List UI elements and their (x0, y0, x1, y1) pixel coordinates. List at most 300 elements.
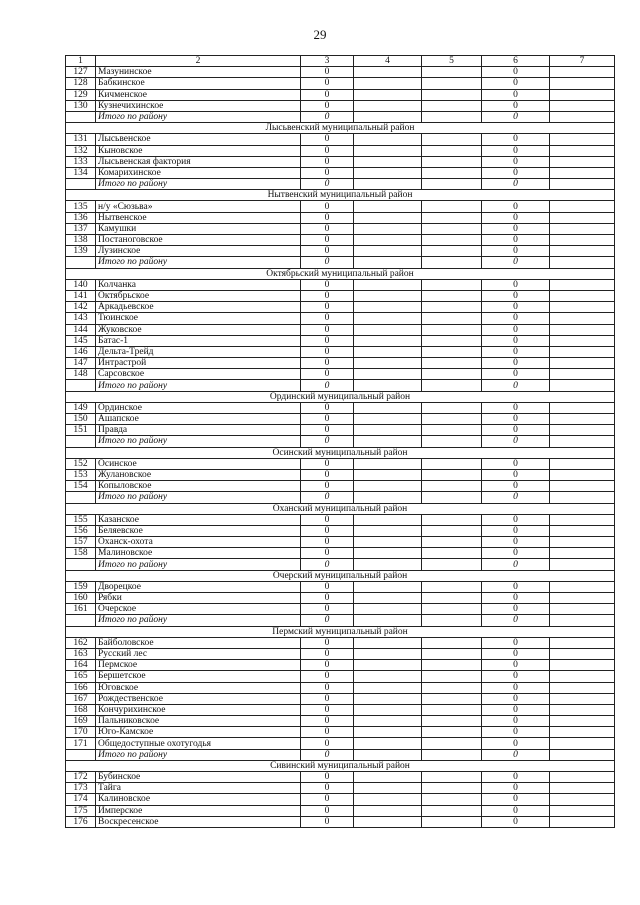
col6-value: 0 (482, 816, 550, 827)
col5-value (422, 436, 482, 447)
col5-value (422, 324, 482, 335)
col7-value (550, 436, 615, 447)
col4-value (354, 704, 422, 715)
ground-name: Копыловское (96, 481, 301, 492)
ground-name: Октябрьское (96, 290, 301, 301)
subtotal-row (66, 615, 615, 626)
col5-value (422, 816, 482, 827)
row-number: 159 (66, 581, 96, 592)
col7-value (550, 514, 615, 525)
table-row (66, 369, 615, 380)
ground-name: Байболовское (96, 637, 301, 648)
col5-value (422, 727, 482, 738)
col3-value: 0 (301, 100, 354, 111)
col7-value (550, 67, 615, 78)
col3-value: 0 (301, 89, 354, 100)
subtotal-label: Итого по району (96, 436, 301, 447)
col5-value (422, 313, 482, 324)
col4-value (354, 481, 422, 492)
col5-value (422, 593, 482, 604)
ground-name: Юго-Камское (96, 727, 301, 738)
subtotal-col6: 0 (482, 436, 550, 447)
col3-value: 0 (301, 324, 354, 335)
col4-value (354, 279, 422, 290)
table-row (66, 704, 615, 715)
ground-name: Жуковское (96, 324, 301, 335)
col4-value (354, 660, 422, 671)
subtotal-row (66, 749, 615, 760)
col5-value (422, 805, 482, 816)
col7-value (550, 716, 615, 727)
col4-value (354, 302, 422, 313)
col7-value (550, 537, 615, 548)
subtotal-col3: 0 (301, 749, 354, 760)
col5-value (422, 380, 482, 391)
col4-value (354, 492, 422, 503)
col7-value (550, 693, 615, 704)
district-section-row (66, 503, 615, 514)
col7-value (550, 637, 615, 648)
col4-value (354, 805, 422, 816)
row-number (66, 380, 96, 391)
col4-value (354, 246, 422, 257)
col5-value (422, 290, 482, 301)
col4-value (354, 324, 422, 335)
col3-value: 0 (301, 458, 354, 469)
district-section-row (66, 447, 615, 458)
col5-value (422, 716, 482, 727)
col3-value: 0 (301, 593, 354, 604)
ground-name: Осинское (96, 458, 301, 469)
col3-value: 0 (301, 167, 354, 178)
col5-value (422, 100, 482, 111)
col6-value: 0 (482, 682, 550, 693)
col4-value (354, 290, 422, 301)
col6-value: 0 (482, 414, 550, 425)
col3-value: 0 (301, 525, 354, 536)
subtotal-col3: 0 (301, 559, 354, 570)
col3-value: 0 (301, 671, 354, 682)
col7-value (550, 290, 615, 301)
row-number: 163 (66, 648, 96, 659)
row-number: 166 (66, 682, 96, 693)
row-number: 133 (66, 156, 96, 167)
ground-name: Кыновское (96, 145, 301, 156)
row-number (66, 492, 96, 503)
subtotal-label: Итого по району (96, 559, 301, 570)
row-number: 130 (66, 100, 96, 111)
col7-value (550, 145, 615, 156)
table-row (66, 481, 615, 492)
row-number: 139 (66, 246, 96, 257)
col4-value (354, 615, 422, 626)
column-header: 4 (354, 56, 422, 67)
col4-value (354, 145, 422, 156)
table-row (66, 100, 615, 111)
ground-name: Рябки (96, 593, 301, 604)
ground-name: Батас-1 (96, 335, 301, 346)
subtotal-label: Итого по району (96, 111, 301, 122)
col6-value: 0 (482, 358, 550, 369)
col6-value: 0 (482, 660, 550, 671)
col5-value (422, 145, 482, 156)
subtotal-label: Итого по району (96, 749, 301, 760)
subtotal-col6: 0 (482, 615, 550, 626)
col6-value: 0 (482, 772, 550, 783)
col7-value (550, 246, 615, 257)
col4-value (354, 335, 422, 346)
subtotal-col6: 0 (482, 111, 550, 122)
col5-value (422, 671, 482, 682)
col6-value: 0 (482, 279, 550, 290)
ground-name: Лузинское (96, 246, 301, 257)
col3-value: 0 (301, 693, 354, 704)
col6-value: 0 (482, 302, 550, 313)
col4-value (354, 425, 422, 436)
ground-name: Ашапское (96, 414, 301, 425)
col5-value (422, 235, 482, 246)
table-row (66, 212, 615, 223)
col7-value (550, 458, 615, 469)
col3-value: 0 (301, 727, 354, 738)
subtotal-label: Итого по району (96, 179, 301, 190)
col4-value (354, 749, 422, 760)
col4-value (354, 179, 422, 190)
column-header: 1 (66, 56, 96, 67)
subtotal-label: Итого по району (96, 492, 301, 503)
subtotal-row (66, 436, 615, 447)
row-number: 132 (66, 145, 96, 156)
column-header: 3 (301, 56, 354, 67)
col4-value (354, 134, 422, 145)
col5-value (422, 458, 482, 469)
col7-value (550, 179, 615, 190)
table-row (66, 201, 615, 212)
col4-value (354, 78, 422, 89)
col3-value: 0 (301, 414, 354, 425)
row-number: 156 (66, 525, 96, 536)
col5-value (422, 794, 482, 805)
row-number: 152 (66, 458, 96, 469)
col6-value: 0 (482, 335, 550, 346)
row-number: 141 (66, 290, 96, 301)
col6-value: 0 (482, 783, 550, 794)
row-number: 172 (66, 772, 96, 783)
ground-name: Сарсовское (96, 369, 301, 380)
table-row (66, 469, 615, 480)
column-header: 7 (550, 56, 615, 67)
table-row (66, 727, 615, 738)
col7-value (550, 525, 615, 536)
table-row (66, 279, 615, 290)
table-row (66, 335, 615, 346)
ground-name: Воскресенское (96, 816, 301, 827)
col4-value (354, 167, 422, 178)
col5-value (422, 358, 482, 369)
col6-value: 0 (482, 805, 550, 816)
col5-value (422, 369, 482, 380)
col5-value (422, 492, 482, 503)
col4-value (354, 772, 422, 783)
ground-name: Имперское (96, 805, 301, 816)
column-header: 6 (482, 56, 550, 67)
ground-name: Колчанка (96, 279, 301, 290)
col7-value (550, 302, 615, 313)
ground-name: Калиновское (96, 794, 301, 805)
col6-value: 0 (482, 604, 550, 615)
col6-value: 0 (482, 727, 550, 738)
col4-value (354, 593, 422, 604)
col5-value (422, 223, 482, 234)
col5-value (422, 156, 482, 167)
col5-value (422, 111, 482, 122)
col3-value: 0 (301, 469, 354, 480)
col6-value: 0 (482, 794, 550, 805)
col7-value (550, 593, 615, 604)
col7-value (550, 738, 615, 749)
table-row (66, 223, 615, 234)
col6-value: 0 (482, 134, 550, 145)
col7-value (550, 772, 615, 783)
col3-value: 0 (301, 313, 354, 324)
col5-value (422, 615, 482, 626)
district-title: Лысьвенский муниципальный район (66, 123, 615, 134)
col6-value: 0 (482, 458, 550, 469)
ground-name: Жулановское (96, 469, 301, 480)
row-number: 169 (66, 716, 96, 727)
col3-value: 0 (301, 794, 354, 805)
table-row (66, 313, 615, 324)
col6-value: 0 (482, 671, 550, 682)
col4-value (354, 716, 422, 727)
ground-name: Постаноговское (96, 235, 301, 246)
district-section-row (66, 123, 615, 134)
col6-value: 0 (482, 290, 550, 301)
subtotal-col6: 0 (482, 492, 550, 503)
row-number: 143 (66, 313, 96, 324)
col4-value (354, 111, 422, 122)
subtotal-col6: 0 (482, 559, 550, 570)
col5-value (422, 67, 482, 78)
col7-value (550, 414, 615, 425)
ground-name: Тюинское (96, 313, 301, 324)
row-number: 134 (66, 167, 96, 178)
col3-value: 0 (301, 134, 354, 145)
col6-value: 0 (482, 369, 550, 380)
col6-value: 0 (482, 67, 550, 78)
subtotal-col6: 0 (482, 380, 550, 391)
col4-value (354, 458, 422, 469)
col6-value: 0 (482, 201, 550, 212)
subtotal-col3: 0 (301, 257, 354, 268)
table-row (66, 167, 615, 178)
table-row (66, 548, 615, 559)
col7-value (550, 749, 615, 760)
col7-value (550, 313, 615, 324)
district-section-row (66, 570, 615, 581)
col6-value: 0 (482, 223, 550, 234)
table-row (66, 660, 615, 671)
col7-value (550, 581, 615, 592)
col7-value (550, 134, 615, 145)
col4-value (354, 637, 422, 648)
subtotal-col3: 0 (301, 111, 354, 122)
row-number: 147 (66, 358, 96, 369)
col5-value (422, 335, 482, 346)
col5-value (422, 704, 482, 715)
col5-value (422, 346, 482, 357)
col4-value (354, 727, 422, 738)
ground-name: Кузнечихинское (96, 100, 301, 111)
row-number: 153 (66, 469, 96, 480)
ground-name: Аркадьевское (96, 302, 301, 313)
col3-value: 0 (301, 660, 354, 671)
ground-name: н/у «Сюзьва» (96, 201, 301, 212)
row-number: 158 (66, 548, 96, 559)
row-number (66, 179, 96, 190)
col7-value (550, 783, 615, 794)
col7-value (550, 257, 615, 268)
table-row (66, 89, 615, 100)
col5-value (422, 648, 482, 659)
ground-name: Мазунинское (96, 67, 301, 78)
district-title: Пермский муниципальный район (66, 626, 615, 637)
col6-value: 0 (482, 89, 550, 100)
col3-value: 0 (301, 738, 354, 749)
col5-value (422, 167, 482, 178)
col3-value: 0 (301, 212, 354, 223)
ground-name: Пальниковское (96, 716, 301, 727)
col7-value (550, 727, 615, 738)
col7-value (550, 492, 615, 503)
table-row (66, 78, 615, 89)
col6-value: 0 (482, 481, 550, 492)
col7-value (550, 346, 615, 357)
table-row (66, 671, 615, 682)
col4-value (354, 682, 422, 693)
row-number (66, 615, 96, 626)
col7-value (550, 212, 615, 223)
col5-value (422, 402, 482, 413)
row-number: 129 (66, 89, 96, 100)
col3-value: 0 (301, 246, 354, 257)
col7-value (550, 671, 615, 682)
col3-value: 0 (301, 604, 354, 615)
col4-value (354, 257, 422, 268)
col3-value: 0 (301, 581, 354, 592)
col6-value: 0 (482, 514, 550, 525)
subtotal-col3: 0 (301, 436, 354, 447)
col3-value: 0 (301, 223, 354, 234)
row-number: 140 (66, 279, 96, 290)
col6-value: 0 (482, 78, 550, 89)
col5-value (422, 548, 482, 559)
ground-name: Очерское (96, 604, 301, 615)
column-header: 2 (96, 56, 301, 67)
col3-value: 0 (301, 201, 354, 212)
district-title: Нытвенский муниципальный район (66, 190, 615, 201)
col5-value (422, 469, 482, 480)
district-title: Октябрьский муниципальный район (66, 268, 615, 279)
col4-value (354, 346, 422, 357)
col5-value (422, 246, 482, 257)
col5-value (422, 279, 482, 290)
row-number: 145 (66, 335, 96, 346)
col7-value (550, 335, 615, 346)
col5-value (422, 212, 482, 223)
table-row (66, 324, 615, 335)
ground-name: Бершетское (96, 671, 301, 682)
table-row (66, 145, 615, 156)
row-number: 175 (66, 805, 96, 816)
ground-name: Юговское (96, 682, 301, 693)
col5-value (422, 559, 482, 570)
col3-value: 0 (301, 78, 354, 89)
col3-value: 0 (301, 548, 354, 559)
row-number: 173 (66, 783, 96, 794)
col3-value: 0 (301, 290, 354, 301)
col6-value: 0 (482, 212, 550, 223)
table-row (66, 514, 615, 525)
table-row (66, 794, 615, 805)
ground-name: Ординское (96, 402, 301, 413)
row-number: 146 (66, 346, 96, 357)
col4-value (354, 559, 422, 570)
ground-name: Беляевское (96, 525, 301, 536)
col5-value (422, 201, 482, 212)
ground-name: Малиновское (96, 548, 301, 559)
hunting-grounds-table (65, 55, 615, 828)
col3-value: 0 (301, 369, 354, 380)
col7-value (550, 324, 615, 335)
subtotal-label: Итого по району (96, 380, 301, 391)
col3-value: 0 (301, 637, 354, 648)
subtotal-row (66, 257, 615, 268)
subtotal-row (66, 492, 615, 503)
col4-value (354, 89, 422, 100)
col4-value (354, 783, 422, 794)
row-number: 167 (66, 693, 96, 704)
row-number: 144 (66, 324, 96, 335)
col7-value (550, 425, 615, 436)
district-section-row (66, 190, 615, 201)
col3-value: 0 (301, 335, 354, 346)
col7-value (550, 704, 615, 715)
subtotal-row (66, 559, 615, 570)
col3-value: 0 (301, 648, 354, 659)
ground-name: Оханск-охота (96, 537, 301, 548)
table-row (66, 290, 615, 301)
district-section-row (66, 626, 615, 637)
col5-value (422, 772, 482, 783)
row-number: 149 (66, 402, 96, 413)
col6-value: 0 (482, 324, 550, 335)
col4-value (354, 581, 422, 592)
col4-value (354, 223, 422, 234)
col5-value (422, 425, 482, 436)
row-number: 137 (66, 223, 96, 234)
col4-value (354, 794, 422, 805)
col6-value: 0 (482, 581, 550, 592)
ground-name: Кончурихинское (96, 704, 301, 715)
ground-name: Тайга (96, 783, 301, 794)
ground-name: Казанское (96, 514, 301, 525)
table-row (66, 525, 615, 536)
row-number: 164 (66, 660, 96, 671)
subtotal-col6: 0 (482, 257, 550, 268)
col3-value: 0 (301, 805, 354, 816)
table-row (66, 637, 615, 648)
